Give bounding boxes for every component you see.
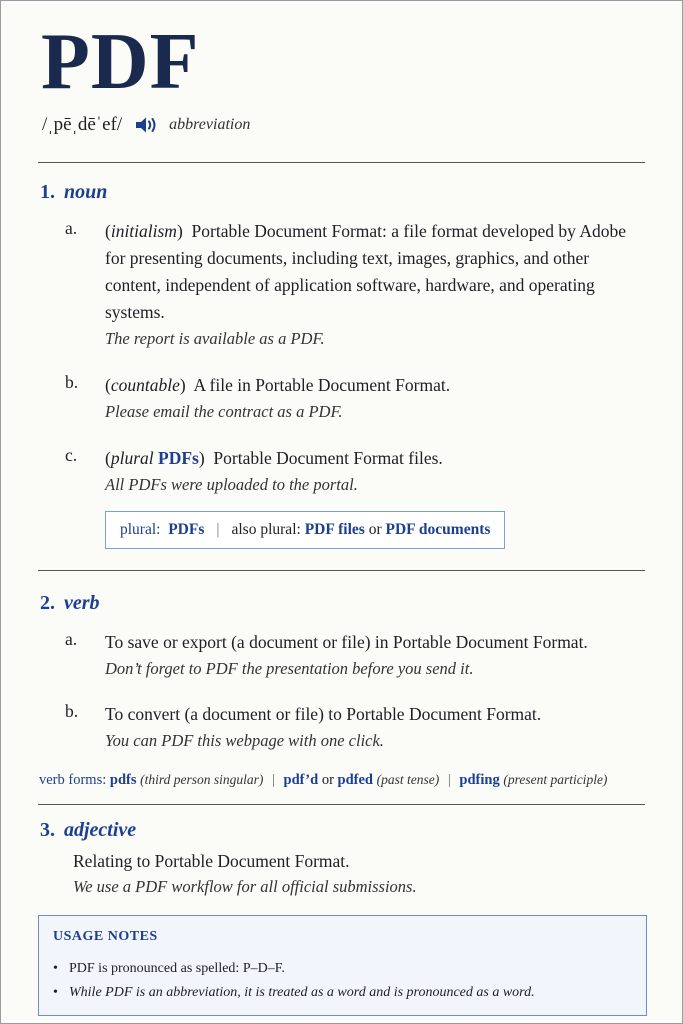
or-text: or	[368, 521, 382, 538]
usage-notes-list	[53, 957, 632, 1005]
headword: PDF	[41, 18, 200, 106]
usage-note-text: PDF is pronounced as spelled: P–D–F.	[69, 961, 285, 976]
definition: (initialism) Portable Document Format: a file format developed by Adobe for presenting documents, including text, images, graphics, and other content, independent of application software, hardware, and operating systems.	[105, 221, 626, 322]
list-item	[53, 981, 632, 1005]
definition: (countable) A file in Portable Document Format.	[105, 375, 451, 395]
part-of-speech: adjective	[64, 819, 137, 841]
definition: (plural PDFs) Portable Document Format files.	[105, 448, 443, 468]
adjective-heading	[40, 819, 645, 842]
example: You can PDF this webpage with one click.	[105, 731, 384, 750]
plural-link[interactable]: PDFs	[168, 521, 205, 538]
part-of-speech: verb	[64, 592, 100, 614]
divider	[38, 804, 645, 805]
verb-forms-label: verb forms:	[39, 772, 107, 788]
plural-form-link[interactable]: PDFs	[158, 448, 199, 468]
list-item	[53, 957, 632, 981]
sense-letter: b.	[65, 701, 79, 721]
definition-text: Portable Document Format: a file format developed by Adobe for presenting documents, including text, images, graphics, and other content, independent of application software, hardware, and operating systems.	[105, 221, 626, 322]
part-of-speech: noun	[64, 181, 108, 203]
sense-letter: a.	[65, 629, 78, 649]
verb-heading	[40, 592, 645, 615]
sense-letter: b.	[65, 372, 79, 392]
definition-text: To save or export (a document or file) in Portable Document Format.	[105, 632, 588, 652]
sense-label: plural	[110, 448, 154, 468]
verb-form-desc: (third person singular)	[140, 772, 264, 787]
pronunciation-line	[42, 113, 645, 137]
plural-label: plural:	[120, 521, 161, 538]
noun-heading	[40, 181, 645, 204]
definition-text: Relating to Portable Document Format.	[73, 851, 350, 871]
sense-letter: c.	[65, 445, 78, 465]
noun-sense-a	[65, 218, 645, 352]
verb-form-desc: (past tense)	[376, 772, 440, 787]
example: Don’t forget to PDF the presentation before you send it.	[105, 659, 474, 678]
sense-label: countable	[110, 375, 180, 395]
pronunciation: /ˌpēˌdēˈef/	[42, 114, 123, 135]
also-plural-link-1[interactable]: PDF files	[304, 521, 365, 538]
verb-form-link[interactable]: pdfed	[337, 772, 373, 788]
verb-sense-a	[65, 629, 645, 682]
bullet-icon: •	[53, 985, 58, 1000]
bullet-icon: •	[53, 961, 58, 976]
headword-label: abbreviation	[169, 116, 251, 133]
separator: |	[216, 521, 220, 538]
example: All PDFs were uploaded to the portal.	[105, 475, 358, 494]
also-plural-label: also plural:	[231, 521, 301, 538]
usage-note-text: While PDF is an abbreviation, it is treated as a word and is pronounced as a word.	[69, 985, 535, 1000]
speaker-icon[interactable]	[134, 115, 160, 135]
verb-form-link[interactable]: pdfs	[109, 772, 137, 788]
divider	[38, 570, 645, 571]
sense-number: 1.	[40, 181, 55, 203]
or-text: or	[321, 772, 334, 788]
verb-form-desc: (present participle)	[503, 772, 608, 787]
verb-forms	[39, 772, 645, 789]
example: Please email the contract as a PDF.	[105, 402, 343, 421]
example: We use a PDF workflow for all official submissions.	[73, 877, 417, 896]
separator: |	[447, 772, 451, 788]
sense-number: 3.	[40, 819, 55, 841]
plural-box	[105, 511, 505, 549]
adjective-sense	[73, 848, 645, 900]
separator: |	[272, 772, 275, 788]
definition-text: To convert (a document or file) to Portable Document Format.	[105, 704, 542, 724]
definition-text: A file in Portable Document Format.	[193, 375, 451, 395]
usage-notes-title: USAGE NOTES	[53, 929, 158, 944]
also-plural-link-2[interactable]: PDF documents	[385, 521, 491, 538]
usage-notes	[38, 915, 647, 1016]
verb-form-link[interactable]: pdf’d	[283, 772, 319, 788]
example: The report is available as a PDF.	[105, 329, 325, 348]
definition-text: Portable Document Format files.	[213, 448, 443, 468]
sense-number: 2.	[40, 592, 55, 614]
verb-form-link[interactable]: pdfing	[459, 772, 500, 788]
verb-sense-b	[65, 701, 645, 754]
noun-sense-b	[65, 372, 645, 425]
noun-sense-c	[65, 445, 645, 498]
sense-label: initialism	[110, 221, 177, 241]
sense-letter: a.	[65, 218, 78, 238]
divider	[38, 162, 645, 163]
